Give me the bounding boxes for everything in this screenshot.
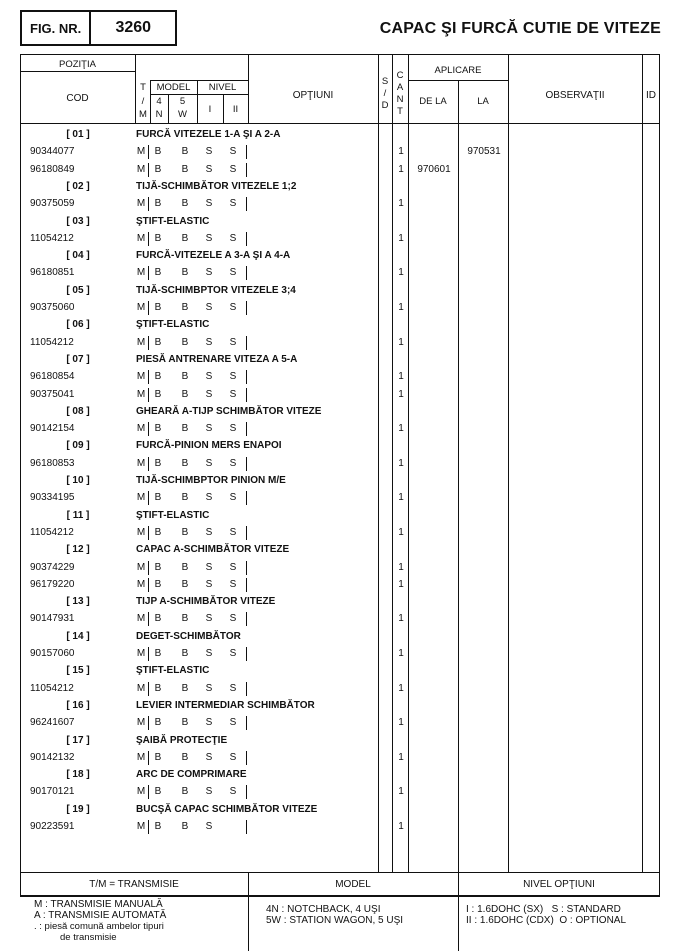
group-row [0, 354, 675, 371]
part-code: 90142132 [30, 751, 75, 763]
table-row [0, 389, 675, 406]
nivel-i-cell: S [205, 526, 213, 538]
footer-tm-line: . : piesă comună ambelor tipuri [34, 921, 164, 932]
model-4n-cell: B [154, 146, 162, 158]
group-row [0, 596, 675, 613]
group-row [0, 735, 675, 752]
quantity-cell: 1 [398, 821, 404, 832]
part-description: FURCĂ VITEZELE 1-A ŞI A 2-A [136, 129, 281, 140]
group-row [0, 440, 675, 457]
table-row [0, 198, 675, 215]
table-row [0, 613, 675, 630]
header-cod: COD [66, 93, 89, 104]
quantity-cell: 1 [398, 336, 404, 348]
nivel-ii-cell: S [229, 751, 237, 763]
nivel-ii-cell: S [229, 371, 237, 383]
nivel-ii-cell: S [229, 198, 237, 210]
header-optiuni: OPŢIUNI [292, 90, 334, 101]
transmission-cell: M [136, 648, 146, 659]
nivel-i-cell: S [205, 457, 213, 469]
nivel-ii-cell: S [229, 423, 237, 435]
model-4n-cell: B [154, 561, 162, 573]
quantity-cell: 1 [398, 682, 404, 694]
transmission-cell: M [136, 578, 146, 590]
part-code: 11054212 [30, 336, 74, 348]
quantity-cell: 1 [398, 648, 404, 659]
transmission-cell: M [136, 526, 146, 538]
table-row [0, 233, 675, 250]
model-4n-cell: B [154, 232, 162, 244]
header-m: M [139, 109, 147, 120]
model-5w-cell: B [181, 146, 189, 158]
group-row [0, 510, 675, 527]
transmission-cell: M [136, 457, 146, 469]
transmission-cell: M [136, 423, 146, 435]
nivel-i-cell: S [205, 267, 213, 279]
table-row [0, 562, 675, 579]
transmission-cell: M [136, 561, 146, 573]
nivel-i-cell: S [205, 232, 213, 244]
table-row [0, 267, 675, 284]
quantity-cell: 1 [398, 146, 404, 158]
footer-nivel-line: II : 1.6DOHC (CDX) O : OPTIONAL [466, 915, 627, 926]
part-description: PIESĂ ANTRENARE VITEZA A 5-A [136, 353, 298, 365]
model-4n-cell: B [154, 371, 162, 383]
footer-tm-line: A : TRANSMISIE AUTOMATĂ [34, 910, 167, 921]
group-row [0, 665, 675, 682]
position-number: [ 14 ] [66, 630, 90, 642]
model-5w-cell: B [181, 613, 189, 625]
nivel-ii-cell: S [229, 163, 237, 175]
nivel-ii-cell: S [229, 786, 237, 798]
quantity-cell: 1 [398, 371, 404, 383]
table-row [0, 302, 675, 319]
group-row [0, 804, 675, 821]
transmission-cell: M [136, 302, 146, 313]
model-4n-cell: B [154, 526, 162, 538]
figure-number-box [20, 10, 177, 46]
nivel-i-cell: S [205, 751, 213, 763]
nivel-i-cell: S [205, 717, 213, 729]
model-5w-cell: B [181, 371, 189, 383]
figure-number: 3260 [115, 19, 152, 36]
footer-model-title: MODEL [335, 879, 371, 890]
model-4n-cell: B [154, 198, 162, 210]
nivel-i-cell: S [205, 163, 213, 175]
group-row [0, 544, 675, 561]
header-id: ID [646, 90, 656, 101]
model-5w-cell: B [181, 682, 189, 694]
part-description: DEGET-SCHIMBĂTOR [136, 630, 241, 642]
quantity-cell: 1 [398, 198, 404, 210]
table-row [0, 683, 675, 700]
quantity-cell: 1 [398, 526, 404, 538]
applies-to-cell: 970531 [467, 146, 501, 158]
part-code: 90375059 [30, 198, 75, 210]
position-number: [ 16 ] [66, 699, 90, 711]
position-number: [ 02 ] [66, 180, 90, 192]
header-model-n: N [155, 109, 163, 120]
nivel-i-cell: S [205, 198, 213, 210]
nivel-i-cell: S [205, 423, 213, 435]
quantity-cell: 1 [398, 163, 404, 175]
group-row [0, 475, 675, 492]
position-number: [ 03 ] [66, 215, 90, 227]
nivel-i-cell: S [205, 146, 213, 158]
table-row [0, 579, 675, 596]
transmission-cell: M [136, 717, 146, 729]
header-sd-s: S [381, 76, 389, 87]
position-number: [ 15 ] [66, 665, 90, 677]
group-row [0, 216, 675, 233]
header-nivel: NIVEL [208, 82, 237, 93]
nivel-i-cell: S [205, 336, 213, 348]
position-number: [ 04 ] [66, 250, 90, 262]
nivel-ii-cell: S [229, 302, 237, 313]
transmission-cell: M [136, 682, 146, 694]
part-description: TIJĂ-SCHIMBPTOR VITEZELE 3;4 [136, 284, 296, 296]
quantity-cell: 1 [398, 751, 404, 763]
part-description: FURCĂ-PINION MERS ENAPOI [136, 440, 282, 452]
model-4n-cell: B [154, 388, 162, 400]
part-code: 90147931 [30, 613, 75, 625]
table-row [0, 786, 675, 803]
part-description: FURCĂ-VITEZELE A 3-A ŞI A 4-A [136, 250, 291, 262]
part-code: 90334195 [30, 492, 75, 504]
model-5w-cell: B [181, 336, 189, 348]
nivel-i-cell: S [205, 561, 213, 573]
model-5w-cell: B [181, 786, 189, 798]
header-model-4: 4 [156, 96, 162, 107]
header-model-5: 5 [179, 96, 186, 107]
header-pozitia: POZIŢIA [59, 59, 96, 70]
footer-nivel-title: NIVEL OPŢIUNI [523, 879, 595, 890]
model-5w-cell: B [181, 578, 189, 590]
nivel-ii-cell: S [229, 526, 237, 538]
nivel-ii-cell: S [229, 561, 237, 573]
model-5w-cell: B [181, 751, 189, 763]
table-row [0, 527, 675, 544]
header-model: MODEL [156, 82, 191, 93]
table-row [0, 337, 675, 354]
nivel-i-cell: S [205, 578, 213, 590]
part-description: TIJĂ-SCHIMBPTOR PINION M/E [136, 475, 286, 486]
part-code: 90344077 [30, 146, 75, 158]
transmission-cell: M [136, 751, 146, 763]
part-code: 96180851 [30, 267, 75, 279]
header-nivel-ii: II [232, 104, 239, 115]
part-code: 11054212 [30, 682, 74, 694]
position-number: [ 05 ] [66, 284, 90, 296]
nivel-ii-cell: S [229, 717, 237, 729]
quantity-cell: 1 [398, 232, 404, 244]
model-4n-cell: B [154, 163, 162, 175]
transmission-cell: M [136, 388, 146, 400]
quantity-cell: 1 [398, 388, 404, 400]
part-description: TIJP A-SCHIMBĂTOR VITEZE [136, 596, 276, 608]
quantity-cell: 1 [398, 423, 404, 435]
model-4n-cell: B [154, 717, 162, 729]
position-number: [ 08 ] [66, 405, 90, 417]
table-row [0, 371, 675, 388]
footer-tm-title: T/M = TRANSMISIE [89, 879, 179, 890]
group-row [0, 319, 675, 336]
header-t: T [140, 82, 146, 93]
part-code: 11054212 [30, 526, 74, 538]
header-cant-t: T [397, 106, 403, 117]
model-5w-cell: B [181, 821, 189, 832]
table-row [0, 492, 675, 509]
part-code: 90157060 [30, 648, 75, 659]
nivel-ii-cell: S [229, 146, 237, 158]
position-number: [ 01 ] [66, 129, 90, 140]
header-de-la: DE LA [419, 96, 447, 107]
nivel-ii-cell: S [229, 457, 237, 469]
header-model-w: W [178, 109, 187, 120]
model-4n-cell: B [154, 613, 162, 625]
nivel-ii-cell: S [229, 613, 237, 625]
group-row [0, 769, 675, 786]
position-number: [ 11 ] [66, 509, 90, 521]
header-cant-n: N [396, 94, 404, 105]
transmission-cell: M [136, 267, 146, 279]
part-code: 90142154 [30, 423, 75, 435]
part-description: GHEARĂ A-TIJP SCHIMBĂTOR VITEZE [136, 405, 322, 417]
page-title: CAPAC ŞI FURCĂ CUTIE DE VITEZE [379, 20, 661, 37]
model-4n-cell: B [154, 267, 162, 279]
part-description: LEVIER INTERMEDIAR SCHIMBĂTOR [136, 699, 315, 711]
transmission-cell: M [136, 232, 146, 244]
transmission-cell: M [136, 336, 146, 348]
part-description: BUCŞĂ CAPAC SCHIMBĂTOR VITEZE [136, 803, 318, 815]
quantity-cell: 1 [398, 613, 404, 625]
nivel-i-cell: S [205, 821, 213, 832]
table-row [0, 423, 675, 440]
position-number: [ 07 ] [66, 353, 90, 365]
transmission-cell: M [136, 163, 146, 175]
nivel-i-cell: S [205, 492, 213, 504]
position-number: [ 12 ] [66, 544, 90, 556]
header-sd-d: D [381, 100, 389, 111]
quantity-cell: 1 [398, 578, 404, 590]
nivel-i-cell: S [205, 371, 213, 383]
model-5w-cell: B [181, 267, 189, 279]
model-4n-cell: B [154, 302, 162, 313]
position-number: [ 18 ] [66, 769, 90, 781]
footer-nivel-line: I : 1.6DOHC (SX) S : STANDARD [466, 904, 621, 915]
transmission-cell: M [136, 821, 146, 832]
header-cant-c: C [396, 70, 404, 81]
transmission-cell: M [136, 786, 146, 798]
quantity-cell: 1 [398, 267, 404, 279]
quantity-cell: 1 [398, 457, 404, 469]
quantity-cell: 1 [398, 302, 404, 313]
part-description: TIJĂ-SCHIMBĂTOR VITEZELE 1;2 [136, 180, 297, 192]
model-4n-cell: B [154, 648, 162, 659]
table-row [0, 458, 675, 475]
table-row [0, 717, 675, 734]
model-5w-cell: B [181, 423, 189, 435]
model-5w-cell: B [181, 492, 189, 504]
group-row [0, 406, 675, 423]
part-description: ŞAIBĂ PROTECŢIE [136, 734, 228, 746]
part-code: 90170121 [30, 786, 75, 798]
quantity-cell: 1 [398, 717, 404, 729]
quantity-cell: 1 [398, 786, 404, 798]
nivel-ii-cell: S [229, 267, 237, 279]
nivel-ii-cell: S [229, 578, 237, 590]
model-4n-cell: B [154, 786, 162, 798]
model-4n-cell: B [154, 336, 162, 348]
model-5w-cell: B [181, 302, 189, 313]
group-row [0, 250, 675, 267]
nivel-ii-cell: S [229, 492, 237, 504]
header-t-slash: / [141, 96, 145, 107]
transmission-cell: M [136, 146, 146, 158]
group-row [0, 129, 675, 146]
part-code: 96179220 [30, 578, 75, 590]
model-4n-cell: B [154, 751, 162, 763]
footer-model-line: 5W : STATION WAGON, 5 UŞI [266, 915, 404, 926]
model-5w-cell: B [181, 198, 189, 210]
position-number: [ 17 ] [66, 734, 90, 746]
nivel-i-cell: S [205, 786, 213, 798]
part-description: ŞTIFT-ELASTIC [136, 509, 210, 521]
header-la: LA [477, 96, 489, 107]
header-nivel-i: I [208, 104, 212, 115]
table-row [0, 648, 675, 665]
group-row [0, 700, 675, 717]
footer-tm-line: M : TRANSMISIE MANUALĂ [34, 899, 163, 910]
applies-from-cell: 970601 [417, 163, 451, 175]
model-5w-cell: B [181, 388, 189, 400]
nivel-i-cell: S [205, 648, 213, 659]
model-4n-cell: B [154, 821, 162, 832]
part-code: 90223591 [30, 821, 75, 832]
part-description: ARC DE COMPRIMARE [136, 769, 247, 781]
model-4n-cell: B [154, 457, 162, 469]
nivel-ii-cell: S [229, 682, 237, 694]
transmission-cell: M [136, 492, 146, 504]
nivel-ii-cell: S [229, 388, 237, 400]
part-code: 96241607 [30, 717, 75, 729]
model-5w-cell: B [181, 561, 189, 573]
part-code: 96180853 [30, 457, 75, 469]
nivel-i-cell: S [205, 682, 213, 694]
nivel-ii-cell: S [229, 232, 237, 244]
model-4n-cell: B [154, 423, 162, 435]
position-number: [ 10 ] [66, 475, 90, 486]
header-aplicare: APLICARE [434, 65, 482, 76]
model-5w-cell: B [181, 648, 189, 659]
part-code: 90375060 [30, 302, 75, 313]
part-description: CAPAC A-SCHIMBĂTOR VITEZE [136, 544, 290, 556]
model-5w-cell: B [181, 526, 189, 538]
table-row [0, 164, 675, 181]
nivel-i-cell: S [205, 302, 213, 313]
nivel-ii-cell: S [229, 648, 237, 659]
part-description: ŞTIFT-ELASTIC [136, 215, 210, 227]
model-4n-cell: B [154, 578, 162, 590]
transmission-cell: M [136, 198, 146, 210]
model-5w-cell: B [181, 717, 189, 729]
part-code: 96180854 [30, 371, 75, 383]
nivel-ii-cell: S [229, 336, 237, 348]
position-number: [ 06 ] [66, 319, 90, 331]
figure-label: FIG. NR. [22, 12, 91, 44]
group-row [0, 285, 675, 302]
position-number: [ 09 ] [66, 440, 90, 452]
model-4n-cell: B [154, 492, 162, 504]
group-row [0, 631, 675, 648]
header-observatii: OBSERVAŢII [545, 90, 605, 101]
table-row [0, 146, 675, 163]
model-4n-cell: B [154, 682, 162, 694]
part-code: 96180849 [30, 163, 75, 175]
position-number: [ 13 ] [66, 596, 90, 608]
position-number: [ 19 ] [66, 803, 90, 815]
group-row [0, 181, 675, 198]
part-code: 90374229 [30, 561, 75, 573]
model-5w-cell: B [181, 457, 189, 469]
nivel-i-cell: S [205, 613, 213, 625]
nivel-i-cell: S [205, 388, 213, 400]
header-cant-a: A [396, 82, 404, 93]
part-description: ŞTIFT-ELASTIC [136, 665, 210, 677]
quantity-cell: 1 [398, 492, 404, 504]
header-sd-slash: / [383, 88, 387, 99]
part-code: 90375041 [30, 388, 75, 400]
transmission-cell: M [136, 613, 146, 625]
footer-tm-line: de transmisie [60, 932, 117, 943]
transmission-cell: M [136, 371, 146, 383]
table-row [0, 752, 675, 769]
part-description: ŞTIFT-ELASTIC [136, 319, 210, 331]
footer-model-line: 4N : NOTCHBACK, 4 UŞI [266, 904, 381, 915]
model-5w-cell: B [181, 232, 189, 244]
quantity-cell: 1 [398, 561, 404, 573]
table-row [0, 821, 675, 838]
model-5w-cell: B [181, 163, 189, 175]
part-code: 11054212 [30, 232, 74, 244]
